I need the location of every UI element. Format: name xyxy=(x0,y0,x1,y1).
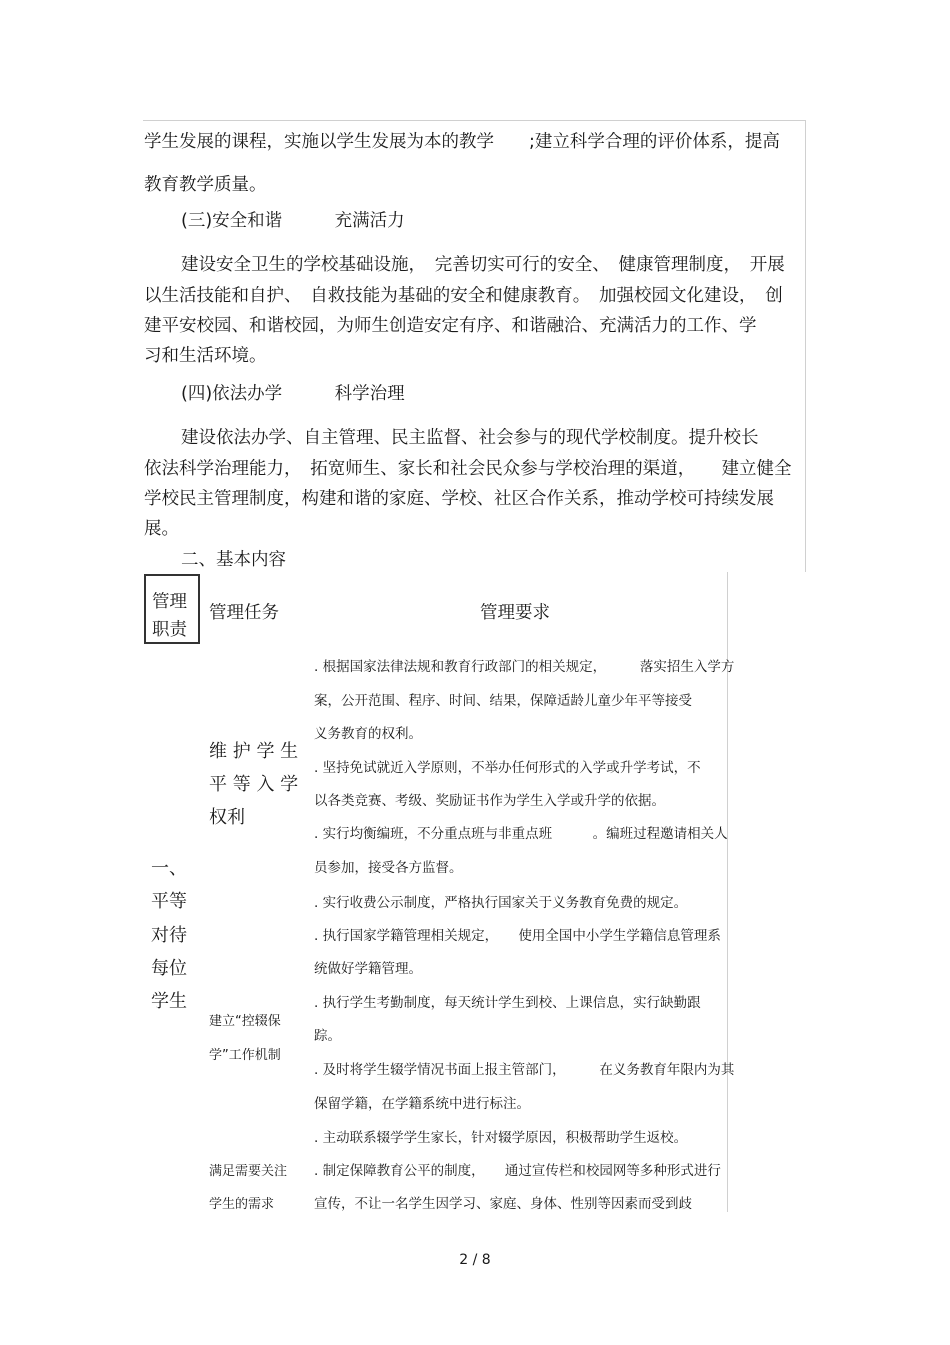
requirement-line: 以各类竞赛、考级、奖励证书作为学生入学或升学的依据。 xyxy=(314,793,665,809)
category-text: 每位 xyxy=(151,958,187,979)
requirement-line: . 制定保障教育公平的制度， 通过宣传栏和校园网等多种形式进行 xyxy=(314,1163,721,1179)
task-text: 平 等 入 学 xyxy=(209,774,299,795)
requirement-line: . 实行收费公示制度，严格执行国家关于义务教育免费的规定。 xyxy=(314,895,688,911)
paragraph-line: 建设安全卫生的学校基础设施， 完善切实可行的安全、 健康管理制度， 开展 xyxy=(181,255,785,275)
category-text: 对待 xyxy=(151,925,187,946)
header-text: 管理 xyxy=(152,592,187,612)
requirement-line: . 主动联系辍学学生家长，针对辍学原因，积极帮助学生返校。 xyxy=(314,1130,688,1146)
paragraph-line: 习和生活环境。 xyxy=(144,346,267,366)
requirement-line: 义务教育的权利。 xyxy=(314,726,422,742)
section-heading-2: 二、基本内容 xyxy=(181,550,286,570)
requirement-line: . 及时将学生辍学情况书面上报主管部门， 在义务教育年限内为其 xyxy=(314,1062,735,1078)
requirement-line: . 实行均衡编班，不分重点班与非重点班 。编班过程邀请相关人 xyxy=(314,826,728,842)
requirement-line: 员参加，接受各方监督。 xyxy=(314,860,463,876)
task-text: 维 护 学 生 xyxy=(209,741,299,762)
task-text: 建立“控辍保 xyxy=(209,1014,281,1029)
section-heading-4: (四)依法办学 科学治理 xyxy=(181,384,405,404)
requirement-line: 保留学籍，在学籍系统中进行标注。 xyxy=(314,1096,530,1112)
header-text: 职责 xyxy=(152,620,187,640)
paragraph-line: 学校民主管理制度，构建和谐的家庭、学校、社区合作关系，推动学校可持续发展 xyxy=(144,489,774,509)
category-text: 学生 xyxy=(151,991,187,1012)
task-text: 权利 xyxy=(209,807,245,828)
requirement-line: . 执行国家学籍管理相关规定， 使用全国中小学生学籍信息管理系 xyxy=(314,928,721,944)
page-number: 2 / 8 xyxy=(459,1252,491,1268)
paragraph-line: 依法科学治理能力， 拓宽师生、家长和社会民众参与学校治理的渠道， 建立健全 xyxy=(144,459,792,479)
paragraph-line: 教育教学质量。 xyxy=(144,175,267,195)
category-text: 平等 xyxy=(151,891,187,912)
header-cell-responsibility xyxy=(144,574,200,644)
paragraph-line: 建设依法办学、自主管理、民主监督、社会参与的现代学校制度。提升校长 xyxy=(181,428,759,448)
requirement-line: 统做好学籍管理。 xyxy=(314,961,422,977)
paragraph-line: 展。 xyxy=(144,519,179,539)
section-heading-3: (三)安全和谐 充满活力 xyxy=(181,211,405,231)
task-text: 学生的需求 xyxy=(209,1197,275,1212)
header-requirement: 管理要求 xyxy=(480,603,550,623)
requirement-line: . 根据国家法律法规和教育行政部门的相关规定， 落实招生入学方 xyxy=(314,659,735,675)
requirement-line: . 执行学生考勤制度，每天统计学生到校、上课信息，实行缺勤跟 xyxy=(314,995,701,1011)
task-text: 学”工作机制 xyxy=(209,1048,281,1063)
paragraph-line: 学生发展的课程，实施以学生发展为本的教学 ;建立科学合理的评价体系，提高 xyxy=(144,132,780,152)
requirement-line: 踪。 xyxy=(314,1028,341,1044)
paragraph-line: 以生活技能和自护、 自救技能为基础的安全和健康教育。 加强校园文化建设， 创 xyxy=(144,286,783,306)
category-text: 一、 xyxy=(151,858,187,879)
requirement-line: . 坚持免试就近入学原则，不举办任何形式的入学或升学考试，不 xyxy=(314,760,701,776)
requirement-line: 宣传，不让一名学生因学习、家庭、身体、性别等因素而受到歧 xyxy=(314,1196,692,1212)
task-text: 满足需要关注 xyxy=(209,1164,288,1179)
header-task: 管理任务 xyxy=(209,603,279,623)
paragraph-line: 建平安校园、和谐校园，为师生创造安定有序、和谐融洽、充满活力的工作、学 xyxy=(144,316,757,336)
requirement-line: 案，公开范围、程序、时间、结果，保障适龄儿童少年平等接受 xyxy=(314,693,692,709)
